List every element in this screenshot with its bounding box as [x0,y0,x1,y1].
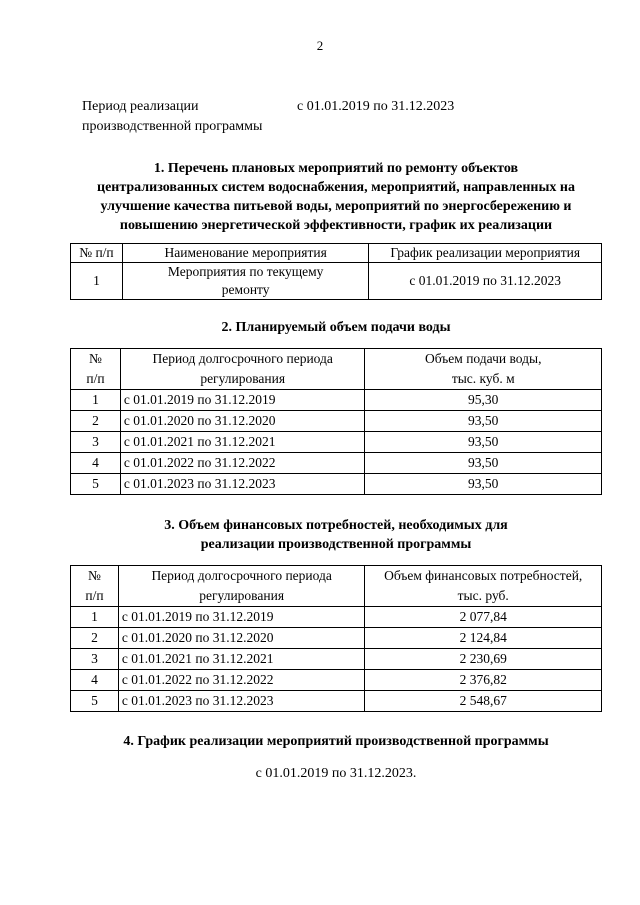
cell-schedule: с 01.01.2019 по 31.12.2023 [369,263,602,300]
cell-period: с 01.01.2019 по 31.12.2019 [120,390,365,411]
cell-num: 5 [71,691,119,712]
section1-title-line: улучшение качества питьевой воды, мероприятий по энергосбережению и [100,199,572,214]
cell-num: 3 [71,649,119,670]
period-label-line2: производственной программы [82,119,263,134]
header-financial-needs [365,566,602,607]
table-row [71,649,602,670]
period-value: с 01.01.2019 по 31.12.2023 [297,99,455,114]
header-num-line2: п/п [85,588,104,603]
period-label [82,97,297,137]
implementation-period [82,97,602,137]
cell-activity-name [122,263,369,300]
page-number: 2 [316,38,324,53]
section3-title-line: реализации производственной программы [200,537,472,552]
header-num-line2: п/п [86,371,105,386]
section1-title-line: 1. Перечень плановых мероприятий по ремонту объектов [153,161,519,176]
cell-num: 2 [71,628,119,649]
activities-table [70,243,602,300]
cell-period: с 01.01.2019 по 31.12.2019 [118,607,365,628]
header-num: № п/п [71,244,123,263]
table-row [71,453,602,474]
table-row [71,432,602,453]
cell-value: 95,30 [365,390,602,411]
financial-needs-table [70,565,602,712]
cell-num: 2 [71,411,121,432]
section4-title: 4. График реализации мероприятий производственной программы [123,734,549,749]
table-row [71,411,602,432]
cell-value: 93,50 [365,432,602,453]
cell-num: 5 [71,474,121,495]
cell-value: 93,50 [365,453,602,474]
section1-title [70,159,602,235]
cell-num: 3 [71,432,121,453]
section2-title: 2. Планируемый объем подачи воды [221,320,451,335]
cell-value: 2 230,69 [365,649,602,670]
cell-value: 93,50 [365,474,602,495]
activity-name-line2: ремонту [221,282,270,297]
period-label-line1: Период реализации [82,99,199,114]
section3-title-line: 3. Объем финансовых потребностей, необходимых для [164,518,508,533]
header-value-line1: Объем финансовых потребностей, [384,568,583,583]
cell-num: 1 [71,390,121,411]
cell-num: 1 [71,263,123,300]
header-water-volume [365,349,602,390]
cell-num: 4 [71,670,119,691]
table-row [71,691,602,712]
header-period-line1: Период долгосрочного периода [151,568,332,583]
header-value-line2: тыс. куб. м [451,371,515,386]
table-header-row [71,566,602,607]
table-row [71,670,602,691]
cell-period: с 01.01.2020 по 31.12.2020 [118,628,365,649]
cell-period: с 01.01.2022 по 31.12.2022 [120,453,365,474]
table-row [71,607,602,628]
table-row [71,628,602,649]
cell-period: с 01.01.2021 по 31.12.2021 [120,432,365,453]
section3-title [70,516,602,554]
cell-value: 2 376,82 [365,670,602,691]
header-period-line1: Период долгосрочного периода [152,351,333,366]
cell-period: с 01.01.2022 по 31.12.2022 [118,670,365,691]
table-header-row [71,349,602,390]
header-num [71,566,119,607]
cell-value: 2 124,84 [365,628,602,649]
cell-period: с 01.01.2020 по 31.12.2020 [120,411,365,432]
header-period [118,566,365,607]
cell-period: с 01.01.2023 по 31.12.2023 [120,474,365,495]
water-supply-table [70,348,602,495]
table-row [71,390,602,411]
header-num-line1: № [89,351,102,366]
header-value-line2: тыс. руб. [457,588,509,603]
cell-period: с 01.01.2021 по 31.12.2021 [118,649,365,670]
cell-value: 2 548,67 [365,691,602,712]
header-period-line2: регулирования [199,588,285,603]
section1-title-line: централизованных систем водоснабжения, мероприятий, направленных на [97,180,575,195]
table-header-row [71,244,602,263]
header-activity-name: Наименование мероприятия [122,244,369,263]
header-value-line1: Объем подачи воды, [425,351,542,366]
section1-title-line: повышению энергетической эффективности, график их реализации [119,218,553,233]
cell-period: с 01.01.2023 по 31.12.2023 [118,691,365,712]
cell-value: 2 077,84 [365,607,602,628]
header-schedule: График реализации мероприятия [369,244,602,263]
table-row [71,474,602,495]
header-num [71,349,121,390]
cell-value: 93,50 [365,411,602,432]
header-period [120,349,365,390]
header-num-line1: № [88,568,101,583]
header-period-line2: регулирования [200,371,286,386]
table-row [71,263,602,300]
activity-name-line1: Мероприятия по текущему [167,264,324,279]
cell-num: 4 [71,453,121,474]
cell-num: 1 [71,607,119,628]
section4-period: с 01.01.2019 по 31.12.2023. [255,766,417,781]
